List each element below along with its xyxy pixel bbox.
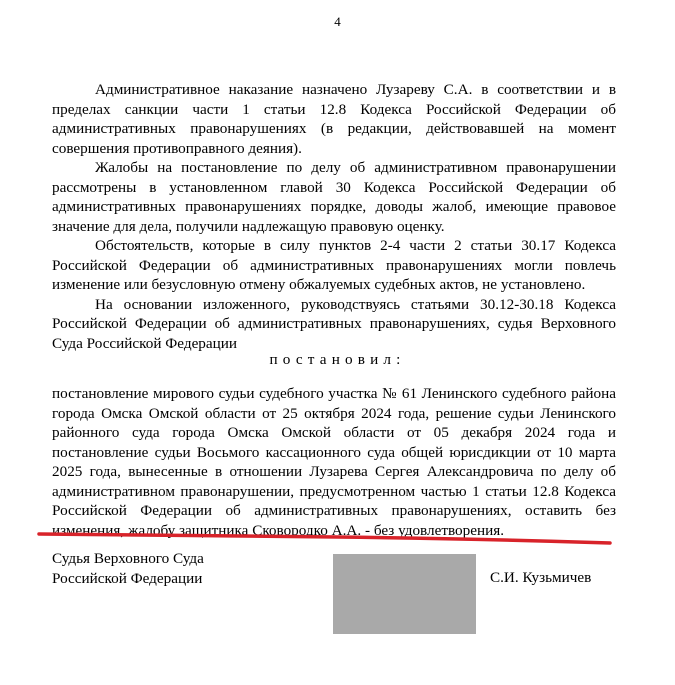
paragraph-complaints: Жалобы на постановление по делу об административном правонарушении рассмотрены в установленном главой 30 Кодекса Российской Федерации об административных правонарушениях порядке, доводы жалоб, имеющие правовое значение для дела, получили надлежащую правовую оценку.	[52, 159, 616, 235]
decision-paragraph: постановление мирового судьи судебного участка № 61 Ленинского судебного района города Омска Омской области от 25 октября 2024 года, решение судьи Ленинского районного суда города Омска Омской области от 05 декабря 2024 года и постановление судьи Восьмого кассационного суда общей юрисдикции от 10 марта 2025 года, вынесенные в отношении Лузарева Сергея Александровича по делу об административном правонарушении, предусмотренном частью 1 статьи 12.8 Кодекса Российской Федерации об административных правонарушениях, оставить без изменения, жалобу защитника Сковородко А.А. - без удовлетворения.	[52, 385, 616, 539]
redacted-signature	[333, 554, 476, 634]
signature-title	[52, 549, 204, 588]
paragraph-penalty: Административное наказание назначено Лузареву С.А. в соответствии и в пределах санкции части 1 статьи 12.8 Кодекса Российской Федерации об административных правонарушениях (в редакции, действовавшей на момент совершения противоправного деяния).	[52, 81, 616, 157]
signature-title-line-2: Российской Федерации	[52, 569, 203, 587]
decision-section	[52, 384, 616, 540]
paragraph-circumstances: Обстоятельств, которые в силу пунктов 2-4 части 2 статьи 30.17 Кодекса Российской Федерации об административных правонарушениях могли повлечь изменение или безусловную отмену обжалуемых судебных актов, не установлено.	[52, 237, 616, 293]
signature-title-line-1: Судья Верховного Суда	[52, 550, 204, 567]
signer-name: С.И. Кузьмичев	[490, 569, 592, 586]
red-underline-mark	[37, 530, 612, 546]
paragraph-grounds: На основании изложенного, руководствуясь статьями 30.12-30.18 Кодекса Российской Федерации об административных правонарушениях, судья Верховного Суда Российской Федерации	[52, 295, 616, 352]
decision-heading: постановил:	[269, 351, 406, 368]
page-number: 4	[334, 14, 341, 29]
reasoning-section	[52, 80, 616, 353]
